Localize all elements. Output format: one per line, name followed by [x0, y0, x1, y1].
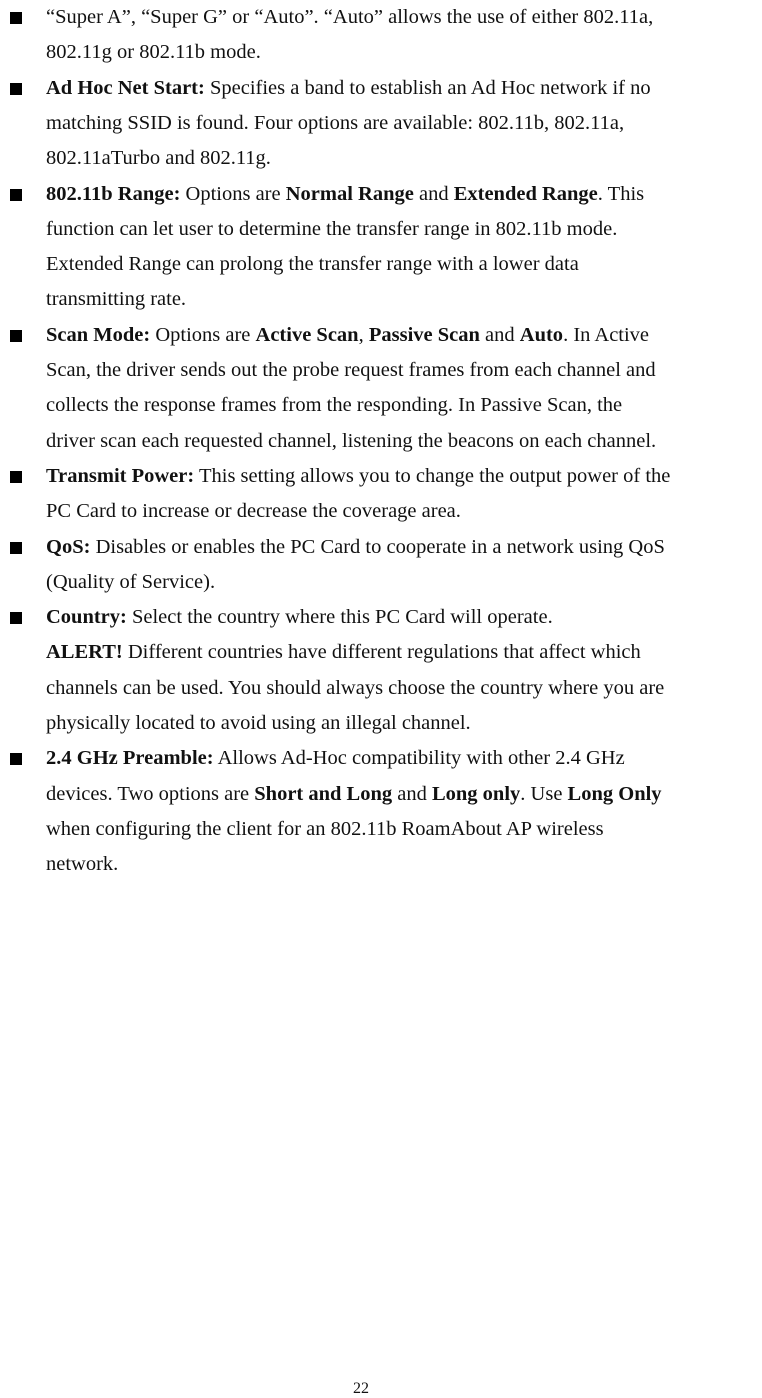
text-line: [46, 424, 762, 459]
text-line: [46, 530, 762, 565]
bold-term: Short and Long: [254, 782, 393, 805]
text-run: Options are: [150, 323, 256, 346]
text-run: . In Active: [563, 323, 650, 346]
bold-term: ALERT!: [46, 641, 123, 664]
text-line: [46, 600, 762, 635]
text-line: [46, 247, 762, 282]
text-line: [46, 388, 762, 423]
text-line: [46, 671, 762, 706]
text-line: [46, 318, 762, 353]
item-text: [46, 530, 762, 601]
text-line: [46, 71, 762, 106]
text-line: [46, 106, 762, 141]
text-run: network.: [46, 853, 119, 876]
text-run: Scan, the driver sends out the probe request frames from each channel and: [46, 358, 656, 381]
text-line: [46, 353, 762, 388]
text-run: devices. Two options are: [46, 782, 255, 805]
text-run: (Quality of Service).: [46, 570, 216, 593]
square-bullet-icon: [10, 542, 22, 554]
bold-term: Transmit Power:: [46, 464, 195, 487]
square-bullet-icon: [10, 12, 22, 24]
text-line: [46, 141, 762, 176]
square-bullet-icon: [10, 189, 22, 201]
text-line: [46, 0, 762, 35]
page-number: 22: [353, 1380, 369, 1397]
text-run: and: [413, 182, 454, 205]
text-line: [46, 459, 762, 494]
bold-term: 2.4 GHz Preamble:: [46, 747, 214, 770]
text-line: [46, 494, 762, 529]
bold-term: Active Scan: [255, 323, 359, 346]
text-run: 802.11g or 802.11b mode.: [46, 41, 261, 64]
item-text: [46, 0, 762, 71]
text-run: Select the country where this PC Card will operate.: [126, 606, 553, 629]
text-run: Extended Range can prolong the transfer range with a lower data: [46, 253, 579, 276]
text-line: [46, 565, 762, 600]
text-line: [46, 635, 762, 670]
bold-term: Auto: [519, 323, 564, 346]
text-run: matching SSID is found. Four options are available: 802.11b, 802.11a,: [46, 111, 625, 134]
bold-term: Long Only: [567, 782, 662, 805]
bold-term: Ad Hoc Net Start:: [46, 76, 205, 99]
text-run: physically located to avoid using an illegal channel.: [46, 711, 471, 734]
square-bullet-icon: [10, 753, 22, 765]
text-run: ,: [358, 323, 369, 346]
text-run: channels can be used. You should always choose the country where you are: [46, 676, 665, 699]
text-run: . This: [597, 182, 645, 205]
text-run: PC Card to increase or decrease the coverage area.: [46, 500, 461, 523]
text-run: and: [392, 782, 432, 805]
text-line: [46, 177, 762, 212]
item-text: [46, 741, 762, 882]
text-run: when configuring the client for an 802.11b RoamAbout AP wireless: [46, 817, 604, 840]
item-text: [46, 177, 762, 318]
bold-term: Normal Range: [285, 182, 414, 205]
text-run: “Super A”, “Super G” or “Auto”. “Auto” allows the use of either 802.11a,: [46, 6, 654, 28]
text-line: [46, 741, 762, 776]
text-run: driver scan each requested channel, listening the beacons on each channel.: [46, 429, 657, 452]
item-text: [46, 600, 762, 741]
text-run: Allows Ad-Hoc compatibility with other 2.4 GHz: [213, 747, 625, 770]
item-text: [46, 318, 762, 459]
bold-term: 802.11b Range:: [46, 182, 181, 205]
text-run: 802.11aTurbo and 802.11g.: [46, 147, 271, 170]
bold-term: Passive Scan: [368, 323, 480, 346]
item-text: [46, 71, 762, 177]
text-run: . Use: [520, 782, 568, 805]
bold-term: Country:: [46, 606, 127, 629]
bold-term: Long only: [431, 782, 521, 805]
bold-term: Scan Mode:: [46, 323, 151, 346]
text-line: [46, 777, 762, 812]
text-line: [46, 812, 762, 847]
item-text: [46, 459, 762, 530]
text-line: [46, 212, 762, 247]
square-bullet-icon: [10, 83, 22, 95]
text-run: transmitting rate.: [46, 288, 187, 311]
text-run: Options are: [180, 182, 286, 205]
bold-term: Extended Range: [453, 182, 598, 205]
text-run: Different countries have different regulations that affect which: [122, 641, 641, 664]
text-line: [46, 35, 762, 70]
text-line: [46, 706, 762, 741]
text-line: [46, 847, 762, 882]
text-run: Disables or enables the PC Card to cooperate in a network using QoS: [90, 535, 665, 558]
text-run: and: [479, 323, 520, 346]
bold-term: QoS:: [46, 535, 91, 558]
text-run: This setting allows you to change the output power of the: [194, 464, 671, 487]
text-line: [46, 282, 762, 317]
square-bullet-icon: [10, 330, 22, 342]
text-run: collects the response frames from the responding. In Passive Scan, the: [46, 394, 623, 417]
square-bullet-icon: [10, 471, 22, 483]
text-run: Specifies a band to establish an Ad Hoc network if no: [204, 76, 651, 99]
text-run: function can let user to determine the transfer range in 802.11b mode.: [46, 217, 618, 240]
square-bullet-icon: [10, 612, 22, 624]
